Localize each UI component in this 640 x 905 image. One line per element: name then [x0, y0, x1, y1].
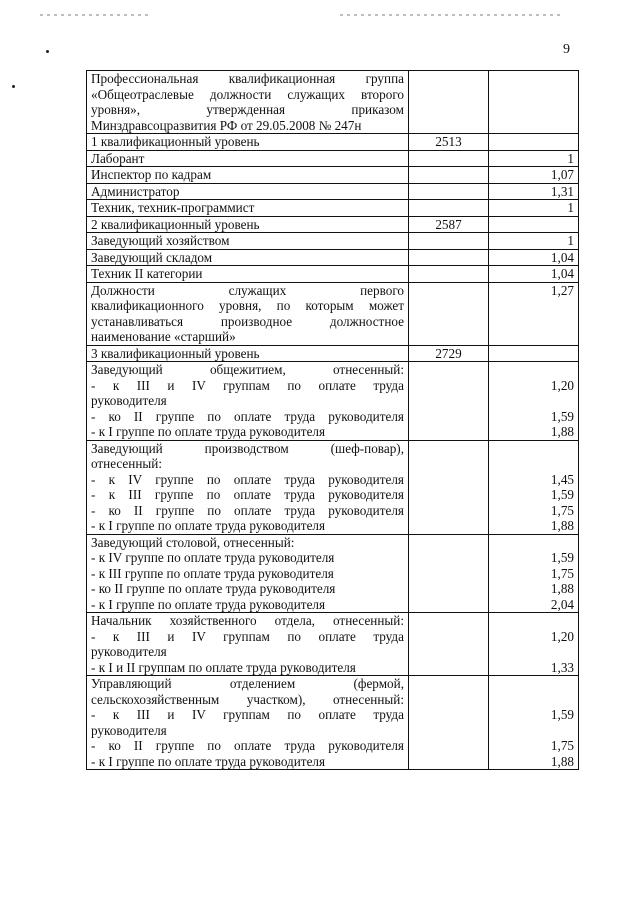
coefficient-value: 1,20 [550, 377, 574, 393]
salary-cell [409, 362, 489, 441]
table-row [87, 362, 579, 441]
coefficient-value: 1,75 [550, 738, 574, 753]
position-line: - ко II группе по оплате труда руководителя [91, 502, 404, 518]
coefficient-value: 1,59 [550, 408, 574, 424]
coefficient-value [493, 692, 574, 708]
salary-cell [409, 282, 489, 345]
coefficient-value: 1,27 [550, 282, 574, 298]
salary-cell [409, 249, 489, 266]
position-line: Инспектор по кадрам [91, 167, 212, 182]
table-row [87, 613, 579, 676]
page-number: 9 [563, 42, 570, 57]
coefficient-value [493, 362, 574, 378]
position-line: Заведующий общежитием, отнесенный: [91, 362, 404, 377]
position-line: Заведующий складом [91, 249, 213, 265]
position-cell [87, 134, 409, 151]
coefficient-value [493, 644, 574, 660]
position-line: Техник II категории [91, 266, 203, 281]
coefficient-value: 1 [567, 233, 574, 248]
position-line: - к I группе по оплате труда руководителя [91, 424, 326, 439]
coefficient-cell [489, 534, 579, 613]
coefficient-value: 1 [567, 150, 574, 166]
coefficient-value: 1,88 [550, 424, 574, 439]
coefficient-value: 1,59 [550, 550, 574, 565]
table-row [87, 282, 579, 345]
table-row [87, 345, 579, 362]
scan-artifact [46, 50, 49, 53]
position-cell [87, 613, 409, 676]
coefficient-value: 1,45 [550, 471, 574, 487]
table-row [87, 233, 579, 250]
group-title-line: уровня», утвержденная приказом [91, 102, 404, 117]
coefficient-cell [489, 233, 579, 250]
position-cell [87, 249, 409, 266]
table-row [87, 249, 579, 266]
group-title-line: Профессиональная квалификационная группа [91, 71, 404, 86]
coefficient-cell [489, 200, 579, 217]
coefficient-value: 1,31 [550, 183, 574, 199]
position-line: 3 квалификационный уровень [91, 345, 260, 361]
position-line: устанавливаться производное должностное [91, 313, 404, 329]
salary-coefficient-table [86, 70, 579, 770]
coefficient-value [493, 441, 574, 457]
position-line: Начальник хозяйственного отдела, отнесенный: [91, 613, 404, 628]
coefficient-value [493, 723, 574, 739]
coefficient-value [493, 456, 574, 472]
table-row [87, 216, 579, 233]
position-line: - к III группе по оплате труда руководителя [91, 487, 404, 502]
salary-cell [409, 183, 489, 200]
coefficient-value: 1,75 [550, 502, 574, 518]
coefficient-cell [489, 134, 579, 151]
coefficient-value: 2,04 [550, 596, 574, 612]
table-row [87, 200, 579, 217]
coefficient-cell [489, 150, 579, 167]
coefficient-value [493, 314, 574, 330]
coefficient-value: 1 [567, 200, 574, 215]
position-line: Лаборант [91, 150, 145, 166]
coefficient-cell [489, 183, 579, 200]
coefficient-value [493, 217, 574, 233]
position-line: - к I группе по оплате труда руководителя [91, 753, 326, 769]
table-header-row [87, 71, 579, 134]
position-line: - ко II группе по оплате труда руководителя [91, 738, 404, 753]
position-cell [87, 345, 409, 362]
position-cell [87, 167, 409, 184]
coefficient-value: 1,20 [550, 628, 574, 644]
position-cell [87, 183, 409, 200]
position-line: Заведующий столовой, отнесенный: [91, 534, 295, 550]
salary-cell [409, 167, 489, 184]
coefficient-value [493, 676, 574, 692]
position-line: 2 квалификационный уровень [91, 216, 260, 232]
position-line: - к III и IV группам по оплате труда [91, 377, 404, 393]
coefficient-value [493, 535, 574, 551]
coefficient-value: 1,07 [550, 167, 574, 182]
coefficient-cell [489, 249, 579, 266]
coefficient-cell [489, 266, 579, 283]
coefficient-cell [489, 216, 579, 233]
salary-cell [409, 440, 489, 534]
position-line: отнесенный: [91, 456, 162, 471]
position-cell [87, 676, 409, 770]
salary-cell: 2513 [409, 134, 489, 151]
coefficient-cell [489, 71, 579, 134]
position-cell [87, 150, 409, 167]
position-line: - к III и IV группам по оплате труда [91, 628, 404, 644]
salary-cell [409, 676, 489, 770]
coefficient-value: 1,88 [550, 518, 574, 533]
salary-cell [409, 150, 489, 167]
coefficient-value [493, 298, 574, 314]
position-cell [87, 362, 409, 441]
position-line: - к I группе по оплате труда руководителя [91, 518, 326, 533]
salary-cell [409, 233, 489, 250]
coefficient-cell [489, 362, 579, 441]
position-line: - к III группе по оплате труда руководителя [91, 565, 334, 581]
position-cell [87, 534, 409, 613]
scan-artifact [40, 14, 150, 16]
table-row [87, 183, 579, 200]
coefficient-value: 1,59 [550, 487, 574, 502]
position-line: Техник, техник-программист [91, 200, 255, 215]
position-line: руководителя [91, 393, 167, 408]
group-title-line: Минздравсоцразвития РФ от 29.05.2008 № 247н [91, 117, 362, 133]
coefficient-cell [489, 282, 579, 345]
position-cell [87, 266, 409, 283]
salary-cell: 2587 [409, 216, 489, 233]
position-line: квалификационного уровня, по которым может [91, 298, 404, 313]
group-title-cell [87, 71, 409, 134]
position-line: Администратор [91, 183, 180, 199]
coefficient-value [493, 134, 574, 150]
table-row [87, 266, 579, 283]
position-line: Управляющий отделением (фермой, [91, 676, 404, 691]
coefficient-cell [489, 440, 579, 534]
scan-artifact [12, 85, 15, 88]
position-line: - к IV группе по оплате труда руководителя [91, 550, 335, 565]
position-line: - ко II группе по оплате труда руководителя [91, 581, 336, 596]
salary-cell [409, 71, 489, 134]
position-line: - ко II группе по оплате труда руководителя [91, 408, 404, 424]
position-line: - к I группе по оплате труда руководителя [91, 596, 326, 612]
position-cell [87, 233, 409, 250]
position-line: Заведующий хозяйством [91, 233, 230, 248]
group-title-line: «Общеотраслевые должности служащих второго [91, 86, 404, 102]
coefficient-value: 1,88 [550, 581, 574, 596]
table-row [87, 134, 579, 151]
position-line: - к I и II группам по оплате труда руководителя [91, 659, 356, 675]
coefficient-value [493, 346, 574, 362]
coefficient-cell [489, 167, 579, 184]
coefficient-value: 1,59 [550, 707, 574, 722]
coefficient-value: 1,33 [550, 659, 574, 675]
coefficient-value: 1,88 [550, 753, 574, 769]
coefficient-value: 1,75 [550, 565, 574, 581]
coefficient-cell [489, 613, 579, 676]
position-line: - к III и IV группам по оплате труда [91, 707, 404, 722]
salary-cell: 2729 [409, 345, 489, 362]
coefficient-value [493, 329, 574, 345]
position-cell [87, 440, 409, 534]
position-line: Должности служащих первого [91, 282, 404, 298]
salary-cell [409, 266, 489, 283]
table-row [87, 167, 579, 184]
position-line: 1 квалификационный уровень [91, 134, 260, 149]
table-row [87, 676, 579, 770]
position-line: Заведующий производством (шеф-повар), [91, 440, 404, 456]
position-cell [87, 216, 409, 233]
table-row [87, 440, 579, 534]
coefficient-value [493, 613, 574, 629]
coefficient-cell [489, 676, 579, 770]
coefficient-value: 1,04 [550, 249, 574, 265]
coefficient-value: 1,04 [550, 266, 574, 281]
salary-cell [409, 200, 489, 217]
position-line: - к IV группе по оплате труда руководителя [91, 471, 404, 487]
salary-cell [409, 613, 489, 676]
salary-cell [409, 534, 489, 613]
table-row [87, 534, 579, 613]
position-line: сельскохозяйственным участком), отнесенный: [91, 691, 404, 707]
coefficient-cell [489, 345, 579, 362]
position-line: руководителя [91, 722, 167, 738]
position-cell [87, 282, 409, 345]
coefficient-value [493, 393, 574, 409]
scan-artifact [340, 14, 560, 16]
position-line: руководителя [91, 644, 167, 659]
table-row [87, 150, 579, 167]
position-line: наименование «старший» [91, 329, 236, 344]
position-cell [87, 200, 409, 217]
